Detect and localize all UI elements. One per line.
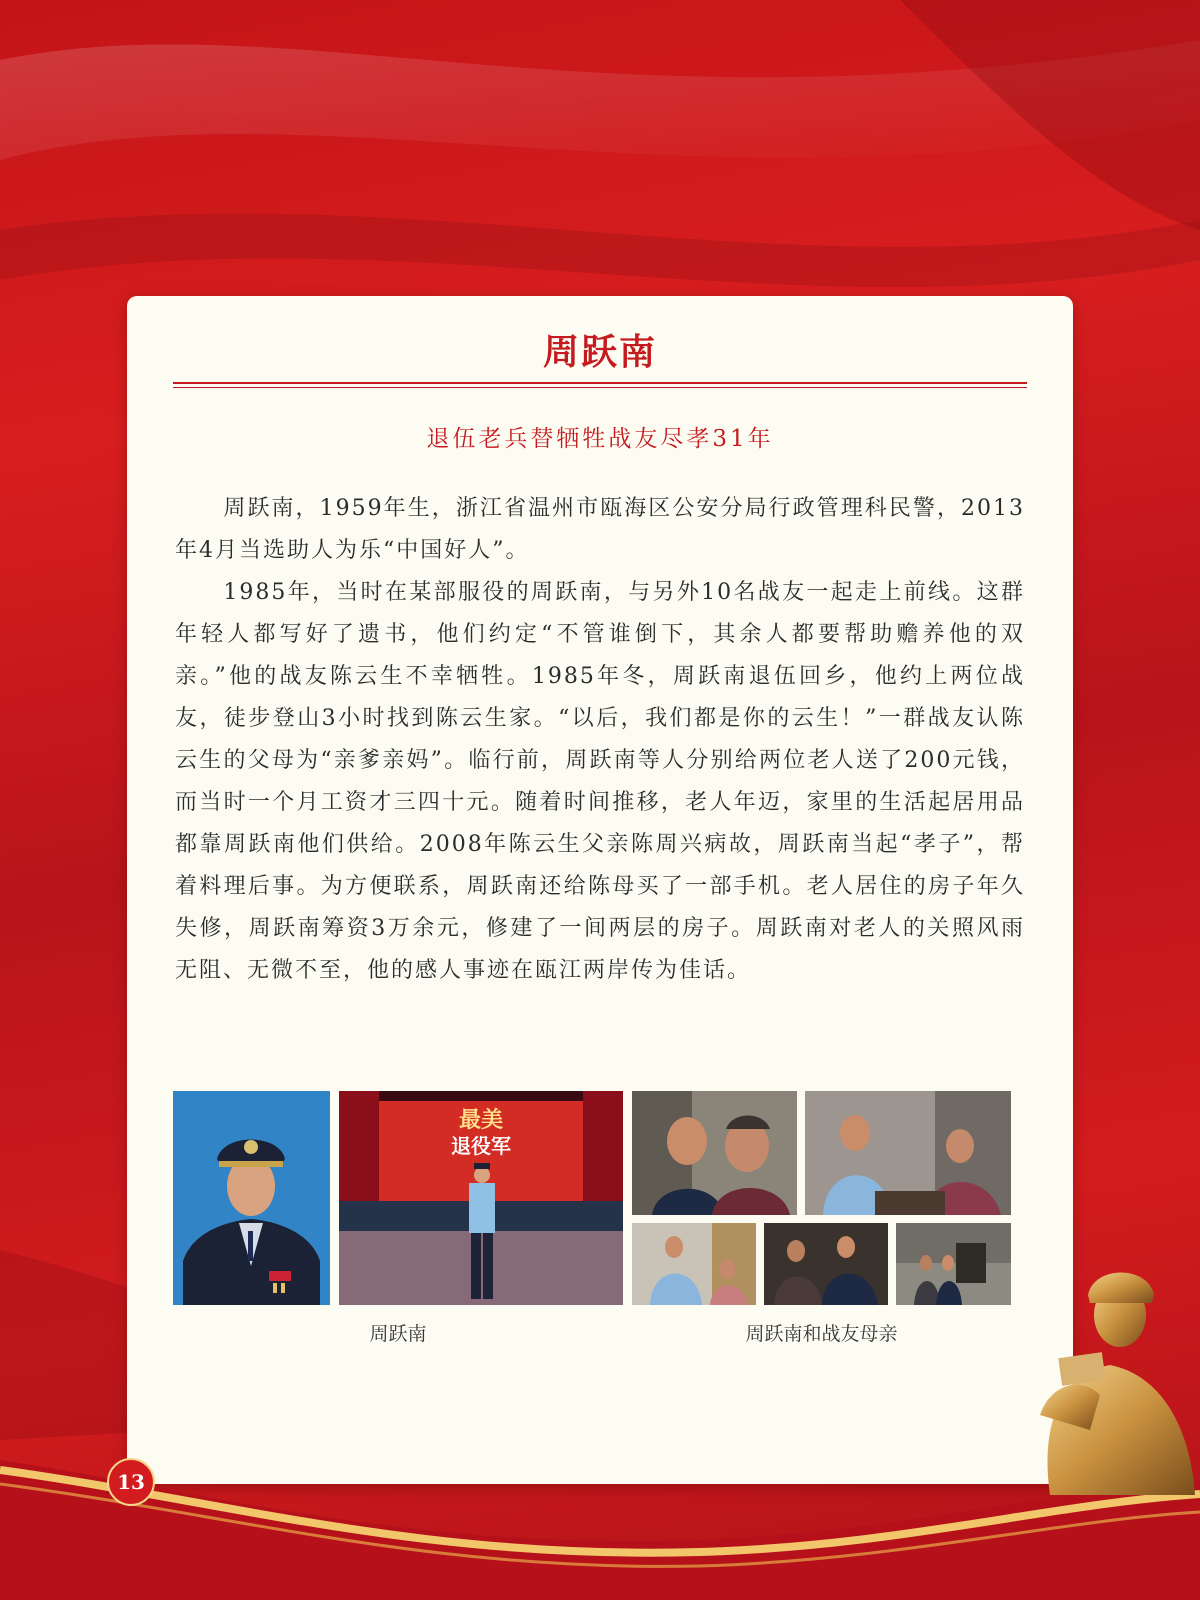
content-card [127,296,1073,1484]
soldier-statue-figure [1020,1255,1200,1495]
collage-photo-4 [764,1223,888,1305]
portrait-photo [173,1091,330,1305]
stage-sign-line2: 退役军 [451,1134,511,1158]
title-divider [173,382,1027,384]
title-divider-thin [173,387,1027,388]
article-body [175,488,1025,992]
paragraph-story: 1985年，当时在某部服役的周跃南，与另外10名战友一起走上前线。这群年轻人都写好了遗书，他们约定“不管谁倒下，其余人都要帮助赡养他的双亲。”他的战友陈云生不幸牺牲。1985年冬，周跃南退伍回乡，他约上两位战友，徒步登山3小时找到陈云生家。“以后，我们都是你的云生！”一群战友认陈云生的父母为“亲爹亲妈”。临行前，周跃南等人分别给两位老人送了200元钱，而当时一个月工资才三四十元。随着时间推移，老人年迈，家里的生活起居用品都靠周跃南他们供给。2008年陈云生父亲陈周兴病故，周跃南当起“孝子”，帮着料理后事。为方便联系，周跃南还给陈母买了一部手机。老人居住的房子年久失修，周跃南筹资3万余元，修建了一间两层的房子。周跃南对老人的关照风雨无阻、无微不至，他的感人事迹在瓯江两岸传为佳话。 [175,580,1025,983]
stage-sign-line1: 最美 [458,1108,504,1133]
page-number: 13 [107,1458,155,1506]
caption-collage: 周跃南和战友母亲 [745,1323,898,1345]
page-title: 周跃南 [542,331,657,373]
collage-photo-5 [896,1223,1011,1305]
stage-photo [339,1091,623,1305]
page-subtitle: 退伍老兵替牺牲战友尽孝31年 [426,426,774,452]
collage-photo-1 [632,1091,797,1215]
collage-photo-2 [805,1091,1011,1215]
caption-portrait: 周跃南 [369,1323,427,1345]
collage-photo-3 [632,1223,756,1305]
paragraph-intro: 周跃南，1959年生，浙江省温州市瓯海区公安分局行政管理科民警，2013年4月当选助人为乐“中国好人”。 [175,496,1025,563]
